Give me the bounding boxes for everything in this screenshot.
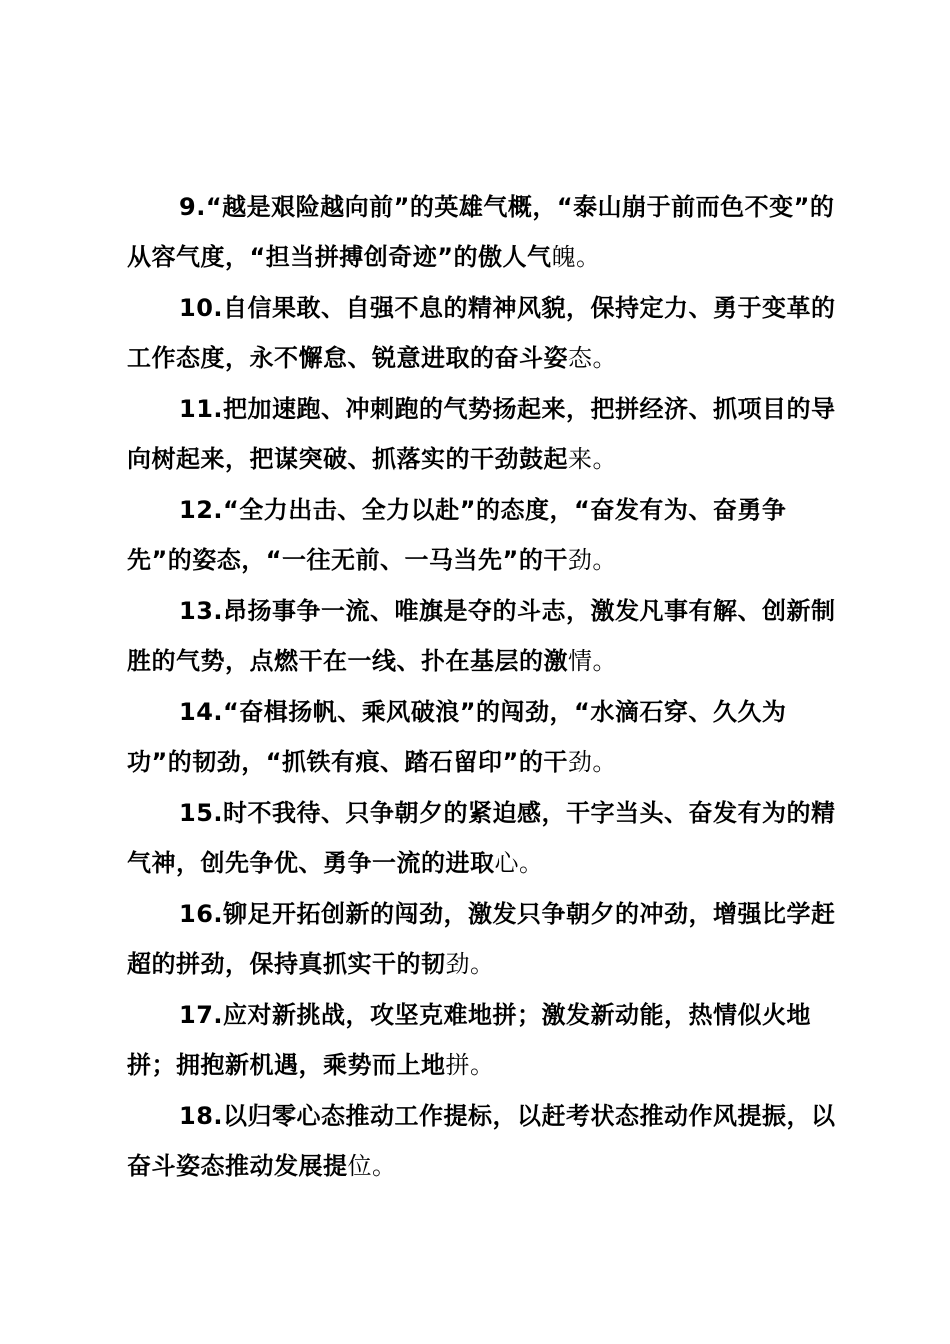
list-item-ending: 魄。 [551,243,601,271]
list-item-text: 15.时不我待、只争朝夕的紧迫感，干字当头、奋发有为的精气神，创先争优、勇争一流的进取 [127,799,836,877]
list-item-ending: 位。 [347,1152,397,1180]
list-item-text: 10.自信果敢、自强不息的精神风貌，保持定力、勇于变革的工作态度，永不懈怠、锐意进取的奋斗姿 [127,294,836,372]
list-item [127,990,847,1090]
list-item [127,788,847,888]
list-item-ending: 心。 [494,849,544,877]
list-item-ending: 拼。 [445,1051,495,1079]
list-item [127,586,847,686]
list-item [127,889,847,989]
list-item-text: 17.应对新挑战，攻坚克难地拼；激发新动能，热情似火地拼；拥抱新机遇，乘势而上地 [127,1001,812,1079]
list-item [127,485,847,585]
list-item-ending: 劲。 [567,748,617,776]
list-item-text: 18.以归零心态推动工作提标，以赶考状态推动作风提振，以奋斗姿态推动发展提 [127,1102,836,1180]
list-item-ending: 态。 [568,344,617,372]
list-item-text: 11.把加速跑、冲刺跑的气势扬起来，把拼经济、抓项目的导向树起来，把谋突破、抓落实的干劲鼓起 [127,395,836,473]
list-item-text: 13.昂扬事争一流、唯旗是夺的斗志，激发凡事有解、创新制胜的气势，点燃干在一线、扑在基层的激 [127,597,836,675]
list-item-ending: 劲。 [445,950,495,978]
list-item [127,283,847,383]
list-item-text: 16.铆足开拓创新的闯劲，激发只争朝夕的冲劲，增强比学赶超的拼劲，保持真抓实干的韧 [127,900,836,978]
list-item-ending: 情。 [568,647,617,675]
list-item [127,384,847,484]
list-item [127,182,847,282]
list-item-text: 9.“越是艰险越向前”的英雄气概，“泰山崩于前而色不变”的从容气度，“担当拼搏创奇迹”的傲人气 [127,193,835,271]
list-item-text: 12.“全力出击、全力以赴”的态度，“奋发有为、奋勇争先”的姿态，“一往无前、一马当先”的干 [127,496,787,574]
list-item-ending: 来。 [568,445,617,473]
list-item-ending: 劲。 [567,546,617,574]
document-body [127,182,847,1192]
list-item-text: 14.“奋楫扬帆、乘风破浪”的闯劲，“水滴石穿、久久为功”的韧劲，“抓铁有痕、踏石留印”的干 [127,698,787,776]
list-item [127,687,847,787]
list-item [127,1091,847,1191]
